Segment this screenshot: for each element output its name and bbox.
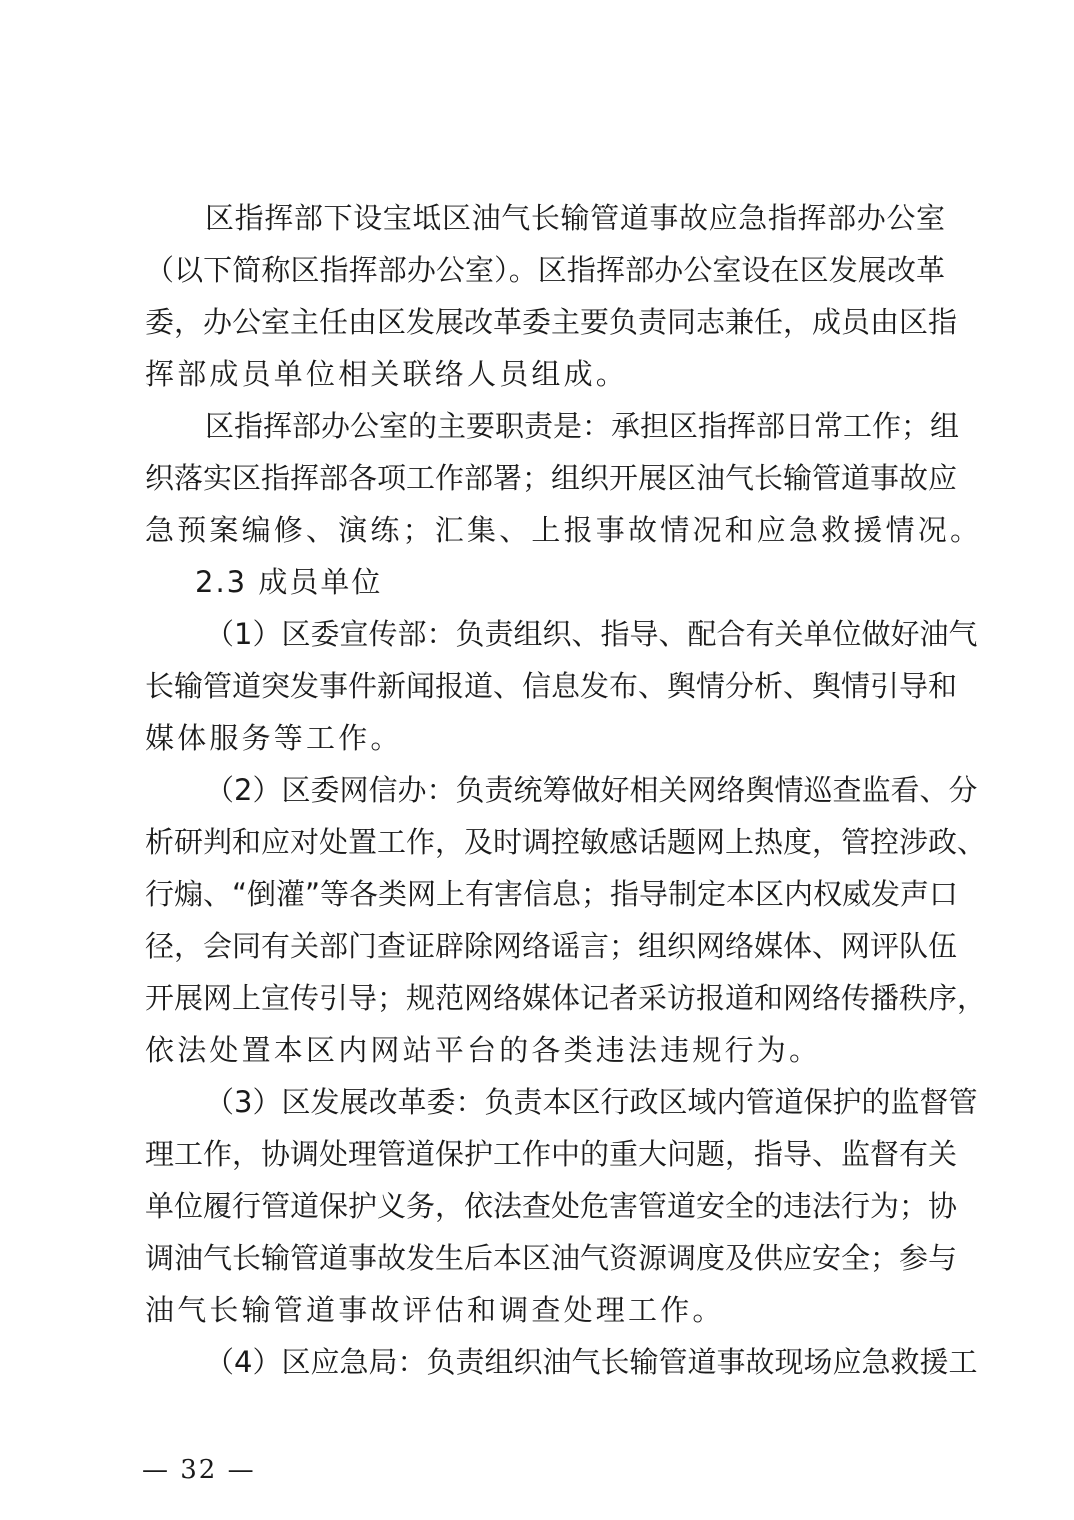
- paragraph-line: 挥部成员单位相关联络人员组成。: [145, 357, 629, 391]
- paragraph-line: 调油气长输管道事故发生后本区油气资源调度及供应安全；参与: [145, 1241, 958, 1275]
- paragraph-line: 媒体服务等工作。: [145, 721, 403, 755]
- paragraph-line: 理工作，协调处理管道保护工作中的重大问题，指导、监督有关: [145, 1137, 958, 1171]
- paragraph-line: （4）区应急局：负责组织油气长输管道事故现场应急救援工: [205, 1345, 978, 1379]
- paragraph-line: 区指挥部下设宝坻区油气长输管道事故应急指挥部办公室: [205, 201, 945, 235]
- paragraph-line: 委，办公室主任由区发展改革委主要负责同志兼任，成员由区指: [145, 305, 958, 339]
- paragraph-line: 行煽、“倒灌”等各类网上有害信息；指导制定本区内权威发声口: [145, 877, 959, 911]
- paragraph-line: （1）区委宣传部：负责组织、指导、配合有关单位做好油气: [205, 617, 978, 651]
- paragraph-line: 长输管道突发事件新闻报道、信息发布、舆情分析、舆情引导和: [145, 669, 958, 703]
- paragraph-line: 依法处置本区内网站平台的各类违法违规行为。: [145, 1033, 822, 1067]
- paragraph-line: 织落实区指挥部各项工作部署；组织开展区油气长输管道事故应: [145, 461, 958, 495]
- paragraph-line: 径，会同有关部门查证辟除网络谣言；组织网络媒体、网评队伍: [145, 929, 958, 963]
- page-number: — 32 —: [142, 1455, 256, 1485]
- paragraph-line: 油气长输管道事故评估和调查处理工作。: [145, 1293, 725, 1327]
- paragraph-line: （以下简称区指挥部办公室）。区指挥部办公室设在区发展改革: [145, 253, 945, 287]
- paragraph-line: 区指挥部办公室的主要职责是：承担区指挥部日常工作；组: [205, 409, 960, 443]
- paragraph-line: 析研判和应对处置工作，及时调控敏感话题网上热度，管控涉政、: [145, 825, 987, 859]
- paragraph-line: 开展网上宣传引导；规范网络媒体记者采访报道和网络传播秩序，: [145, 981, 987, 1015]
- paragraph-line: 急预案编修、演练；汇集、上报事故情况和应急救援情况。: [145, 513, 983, 547]
- paragraph-line: （3）区发展改革委：负责本区行政区域内管道保护的监督管: [205, 1085, 978, 1119]
- section-heading: 2.3 成员单位: [195, 565, 383, 599]
- paragraph-line: 单位履行管道保护义务，依法查处危害管道安全的违法行为；协: [145, 1189, 958, 1223]
- paragraph-line: （2）区委网信办：负责统筹做好相关网络舆情巡查监看、分: [205, 773, 978, 807]
